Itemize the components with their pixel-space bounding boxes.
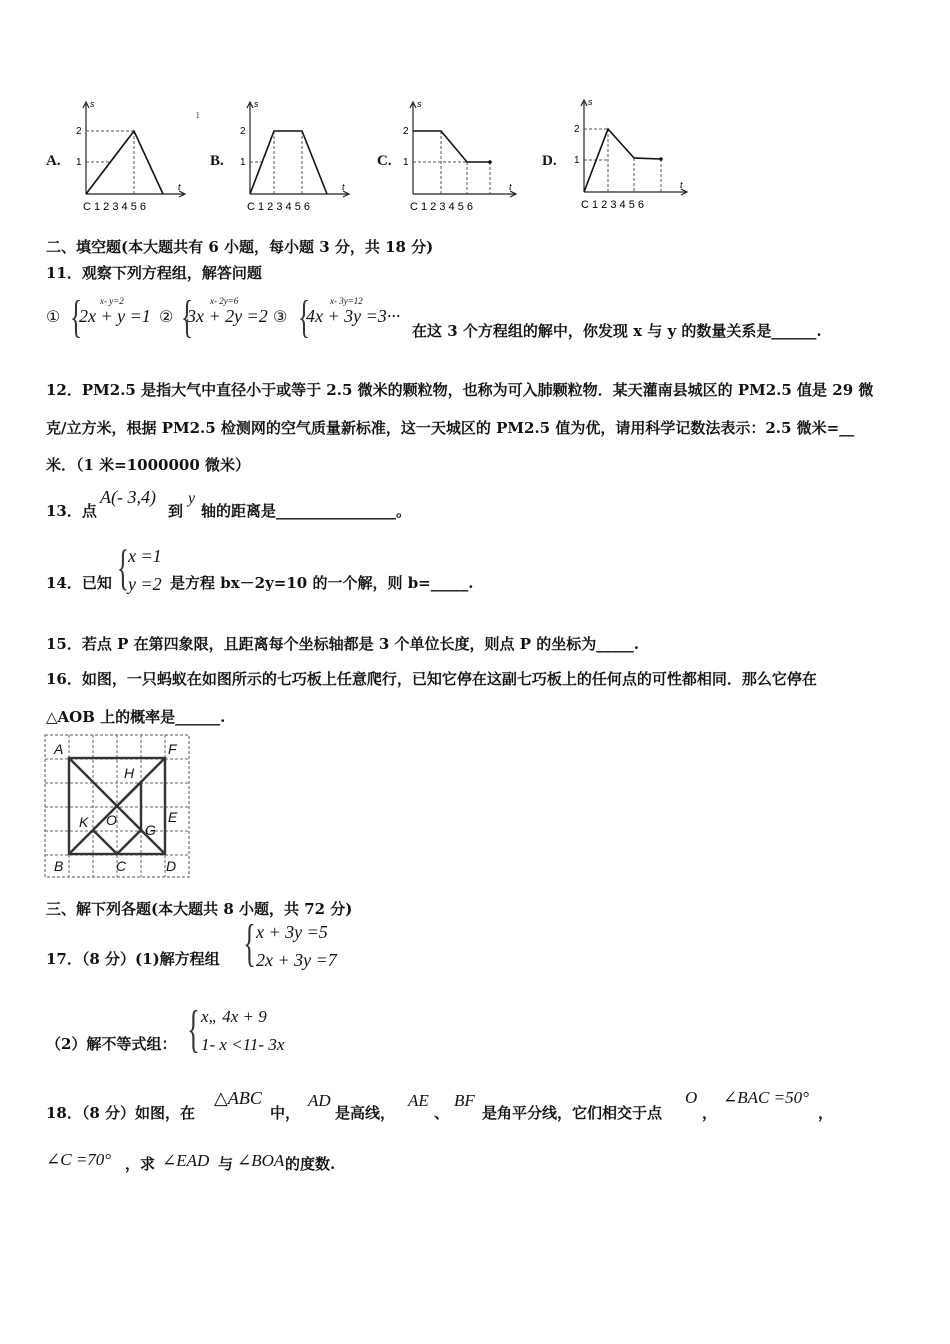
q18-boa: ∠BOA (237, 1151, 285, 1170)
x-ticks: C 1 2 3 4 5 6 (247, 201, 310, 213)
q11-s1-bottom: 2x + y =1 (79, 306, 151, 326)
brace: { (69, 291, 83, 342)
q16-line1: 16．如图，一只蚂蚁在如图所示的七巧板上任意爬行，已知它停在这副七巧板上的任何点的可性都相同．那么它停在 (46, 670, 817, 688)
option-b-label: B. (210, 153, 224, 169)
label-h: H (124, 765, 135, 781)
y-axis-name: s (588, 97, 593, 107)
label-a: A (54, 741, 64, 757)
section2-title: 二、填空题(本大题共有 6 小题，每小题 3 分，共 18 分) (46, 238, 434, 256)
q13-tail: 轴的距离是________________。 (201, 502, 412, 520)
q14-eq1: x =1 (128, 546, 162, 566)
x-ticks: C 1 2 3 4 5 6 (410, 201, 473, 213)
q17-ineq2: 1- x <11- 3x (201, 1035, 285, 1054)
y-tick: 2 (76, 126, 82, 137)
label-e: E (168, 809, 178, 825)
q13-prefix: 13．点 (46, 502, 97, 520)
x-ticks: C 1 2 3 4 5 6 (581, 199, 644, 211)
q17-part2: （2）解不等式组： (46, 1035, 177, 1053)
q14-prefix: 14．已知 (46, 574, 112, 592)
q11-s3-top: x- 3y=12 (330, 296, 363, 306)
q18-tail: 的度数. (285, 1155, 336, 1173)
q11-s2-top: x- 2y=6 (210, 296, 239, 306)
graph-d (568, 94, 694, 212)
q18-zhong: 中， (270, 1104, 301, 1122)
y-tick: 1 (76, 157, 82, 168)
y-axis-name: s (417, 99, 422, 109)
graph-c (397, 96, 523, 214)
q11-s3-bottom: 4x + 3y =3··· (306, 306, 401, 326)
q18-bac: ∠BAC =50° (723, 1088, 809, 1107)
q14-tail: 是方程 bx－2y=10 的一个解，则 b=_____. (170, 574, 474, 592)
q18-ead: ∠EAD (162, 1151, 210, 1170)
y-tick: 2 (403, 126, 409, 137)
label-f: F (168, 741, 177, 757)
graph-b (230, 96, 356, 214)
q11-s1-top: x- y=2 (100, 296, 124, 306)
circle-1: ① (46, 307, 61, 326)
q11-question: 在这 3 个方程组的解中，你发现 x 与 y 的数量关系是______. (412, 322, 822, 340)
x-axis-name: t (509, 182, 512, 192)
label-o: O (106, 812, 117, 828)
option-a-label: A. (46, 153, 61, 169)
q13-mid: 到 (168, 502, 184, 520)
y-tick: 2 (574, 124, 580, 135)
q18-bisect: 是角平分线，它们相交于点 (482, 1104, 663, 1122)
label-b: B (54, 858, 64, 874)
q18-ae: AE (408, 1091, 429, 1110)
brace: { (180, 291, 194, 342)
x-axis-name: t (342, 182, 345, 192)
y-tick: 1 (403, 157, 409, 168)
x-ticks: C 1 2 3 4 5 6 (83, 201, 146, 213)
y-axis-name: s (90, 99, 95, 109)
y-axis-name: s (254, 99, 259, 109)
option-d-label: D. (542, 153, 557, 169)
q11-s2-bottom: 3x + 2y =2 (187, 306, 268, 326)
label-c: C (116, 858, 127, 874)
section3-title: 三、解下列各题(本大题共 8 小题，共 72 分) (46, 900, 353, 918)
label-k: K (79, 814, 89, 830)
q12-line1: 12．PM2.5 是指大气中直径小于或等于 2.5 微米的颗粒物，也称为可入肺颗粒物．某天灌南县城区的 PM2.5 值是 29 微 (46, 381, 874, 399)
stray-mark: ı (196, 108, 200, 121)
tangram-figure (44, 734, 192, 880)
q15-text: 15．若点 P 在第四象限，且距离每个坐标轴都是 3 个单位长度，则点 P 的坐标为_____. (46, 635, 639, 653)
brace: { (243, 915, 256, 972)
q18-gaoxian: 是高线， (335, 1104, 396, 1122)
y-tick: 1 (574, 155, 580, 166)
q13-point: A(- 3,4) (100, 487, 156, 507)
q11-systems (46, 291, 416, 346)
label-g: G (145, 822, 156, 838)
label-d: D (166, 858, 177, 874)
q14-eq2: y =2 (128, 574, 162, 594)
q18-o: O (685, 1088, 698, 1107)
q18-triangle: △ABC (214, 1088, 262, 1108)
q18-yu: 与 (218, 1155, 234, 1173)
q18-bf: BF (454, 1091, 475, 1110)
y-tick: 2 (240, 126, 246, 137)
q17-eq1: x + 3y =5 (256, 922, 328, 942)
graph-a (66, 96, 192, 214)
y-tick: 1 (240, 157, 246, 168)
q17-prefix: 17．（8 分）(1)解方程组 (46, 950, 220, 968)
q18-ask: ，求 (125, 1155, 156, 1173)
circle-2: ② (159, 307, 174, 326)
q16-line2: △AOB 上的概率是______. (46, 708, 226, 726)
x-axis-name: t (178, 182, 181, 192)
q12-line2: 克/立方米，根据 PM2.5 检测网的空气质量新标准，这一天城区的 PM2.5 值为优，请用科学记数法表示：2.5 微米=__ (46, 419, 855, 437)
q11-stem: 11．观察下列方程组，解答问题 (46, 264, 262, 282)
brace: { (187, 1001, 200, 1058)
q12-line3: 米．（1 米=1000000 微米） (46, 456, 251, 474)
q18-prefix: 18．（8 分）如图，在 (46, 1104, 196, 1122)
circle-3: ③ (273, 307, 288, 326)
x-axis-name: t (680, 180, 683, 190)
q17-ineq1: x„ 4x + 9 (201, 1007, 267, 1026)
q18-dun: 、 (434, 1104, 450, 1122)
option-c-label: C. (377, 153, 392, 169)
brace: { (117, 539, 129, 595)
brace: { (297, 291, 311, 342)
q18-c-angle: ∠C =70° (46, 1150, 112, 1169)
q18-ad: AD (308, 1091, 331, 1110)
q18-comma2: ， (818, 1104, 834, 1122)
q13-axis: y (188, 490, 196, 507)
q18-comma: ， (702, 1104, 718, 1122)
q17-eq2: 2x + 3y =7 (256, 950, 337, 970)
